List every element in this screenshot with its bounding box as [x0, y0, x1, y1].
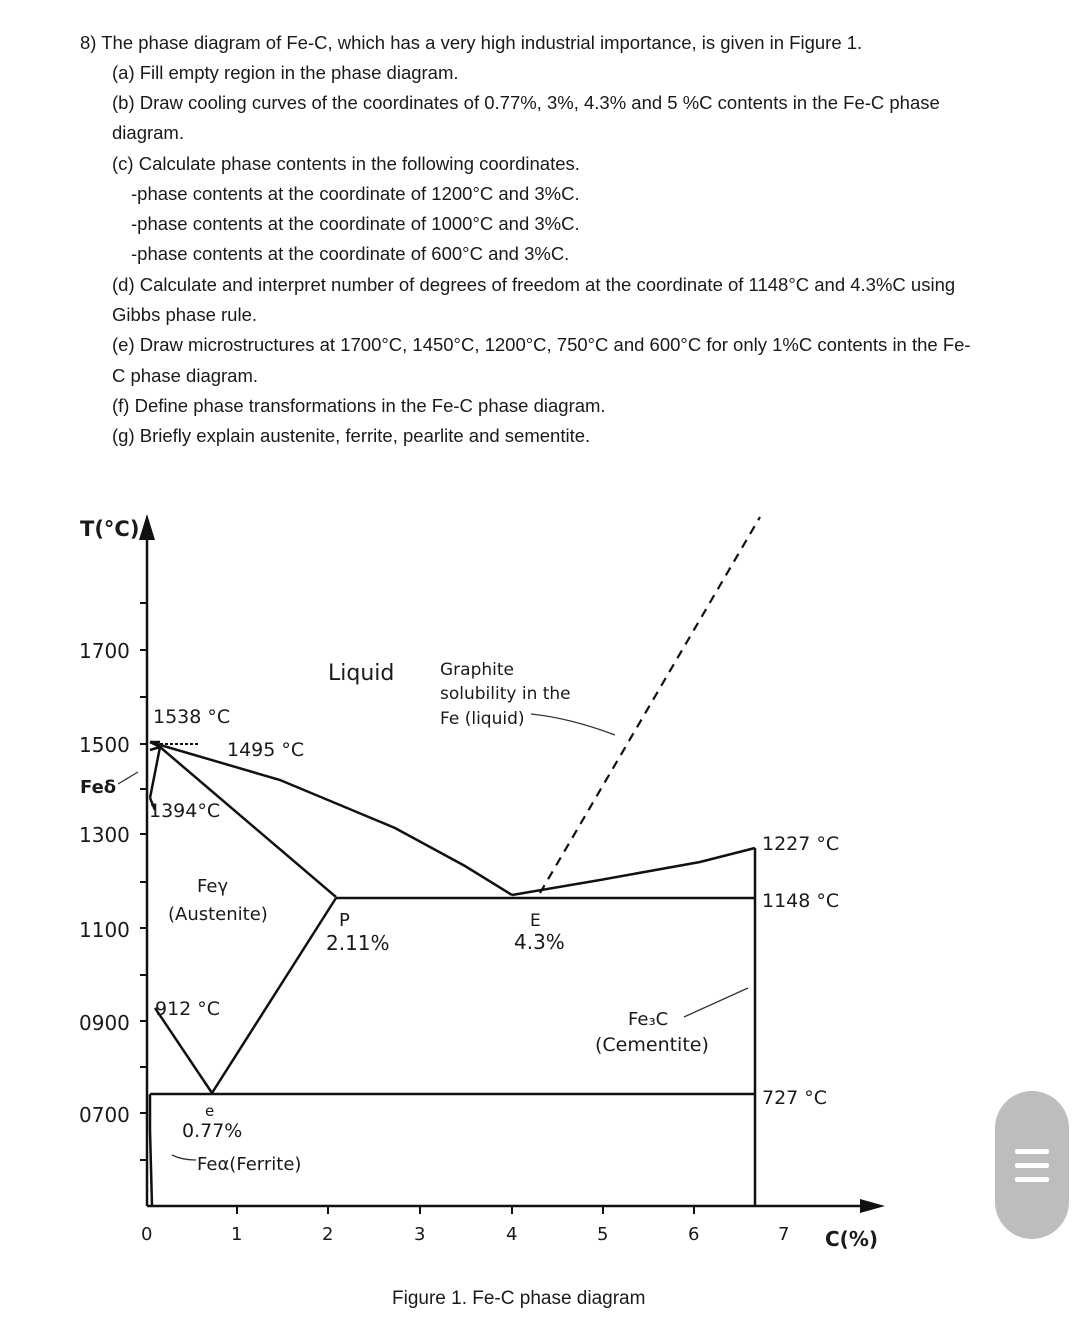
question-c-item2: -phase contents at the coordinate of 1000°C and 3%C. — [131, 213, 580, 234]
a3-line — [155, 1008, 212, 1093]
question-g: (g) Briefly explain austenite, ferrite, pearlite and sementite. — [112, 425, 591, 446]
graphite-solubility-line — [540, 517, 760, 893]
x-tick-label: 4 — [506, 1224, 518, 1245]
acm-line — [212, 898, 336, 1093]
question-d-line1: (d) Calculate and interpret number of degrees of freedom at the coordinate of 1148°C and 4.3%C using — [112, 274, 956, 295]
label-p-value: 2.11% — [326, 931, 390, 955]
label-727: 727 °C — [762, 1087, 828, 1109]
y-tick-label: 0700 — [79, 1103, 130, 1127]
x-tick-label: 0 — [141, 1224, 153, 1245]
x-tick-label: 5 — [597, 1224, 609, 1245]
label-cementite: (Cementite) — [595, 1034, 709, 1056]
y-tick-label: 0900 — [79, 1011, 130, 1035]
ferrite-pointer — [172, 1155, 196, 1160]
label-e-small-value: 0.77% — [182, 1120, 243, 1142]
question-c: (c) Calculate phase contents in the following coordinates. — [112, 153, 580, 174]
question-c-item3: -phase contents at the coordinate of 600°C and 3%C. — [131, 243, 570, 264]
x-axis-arrow-icon — [860, 1199, 885, 1213]
question-c-item1: -phase contents at the coordinate of 1200°C and 3%C. — [131, 183, 580, 204]
question-b-line2: diagram. — [112, 122, 184, 143]
graphite-pointer — [531, 714, 615, 735]
label-e-value: 4.3% — [514, 930, 565, 954]
question-d-line2: Gibbs phase rule. — [112, 304, 258, 325]
fe-delta-label: Feδ — [80, 777, 117, 798]
label-1227: 1227 °C — [762, 833, 840, 855]
question-e-line2: C phase diagram. — [112, 365, 259, 386]
figure-caption: Figure 1. Fe-C phase diagram — [392, 1288, 646, 1309]
label-ferrite: Feα(Ferrite) — [197, 1154, 302, 1175]
y-axis-arrow-icon — [139, 514, 155, 540]
y-axis-label: T(°C) — [80, 517, 140, 541]
label-fe3c: Fe₃C — [628, 1009, 669, 1030]
question-intro: 8) The phase diagram of Fe-C, which has a very high industrial importance, is given in Figure 1. — [80, 32, 863, 53]
label-1148: 1148 °C — [762, 890, 840, 912]
fe3c-pointer — [684, 988, 748, 1017]
label-liquid: Liquid — [328, 661, 395, 686]
question-f: (f) Define phase transformations in the Fe-C phase diagram. — [112, 395, 606, 416]
label-912: 912 °C — [155, 998, 221, 1020]
label-1538: 1538 °C — [153, 706, 231, 728]
x-axis-label: C(%) — [825, 1227, 878, 1251]
label-graphite-line3: Fe (liquid) — [440, 709, 525, 729]
y-tick-label: 1300 — [79, 823, 130, 847]
liquidus-right-line — [512, 848, 755, 895]
x-tick-label: 3 — [414, 1224, 426, 1245]
label-point-e-small: e — [205, 1102, 215, 1120]
x-tick-label: 1 — [231, 1224, 243, 1245]
label-graphite-line1: Graphite — [440, 660, 514, 680]
label-point-e: E — [530, 911, 541, 931]
label-graphite-line2: solubility in the — [440, 684, 571, 704]
label-fe-gamma: Feγ — [197, 876, 229, 897]
x-tick-label: 6 — [688, 1224, 700, 1245]
question-e-line1: (e) Draw microstructures at 1700°C, 1450°C, 1200°C, 750°C and 600°C for only 1%C contents in the Fe- — [112, 334, 971, 355]
y-tick-label: 1100 — [79, 918, 130, 942]
x-tick-label: 2 — [322, 1224, 334, 1245]
pause-handle-icon[interactable] — [995, 1091, 1069, 1239]
label-1495: 1495 °C — [227, 739, 305, 761]
label-1394: 1394°C — [149, 800, 221, 822]
y-tick-label: 1500 — [79, 733, 130, 757]
label-austenite: (Austenite) — [168, 904, 268, 925]
question-b-line1: (b) Draw cooling curves of the coordinates of 0.77%, 3%, 4.3% and 5 %C contents in the Fe-C phase — [112, 92, 940, 113]
x-tick-label: 7 — [778, 1224, 790, 1245]
label-point-p: P — [339, 910, 350, 931]
y-tick-label: 1700 — [79, 639, 130, 663]
question-a: (a) Fill empty region in the phase diagram. — [112, 62, 459, 83]
